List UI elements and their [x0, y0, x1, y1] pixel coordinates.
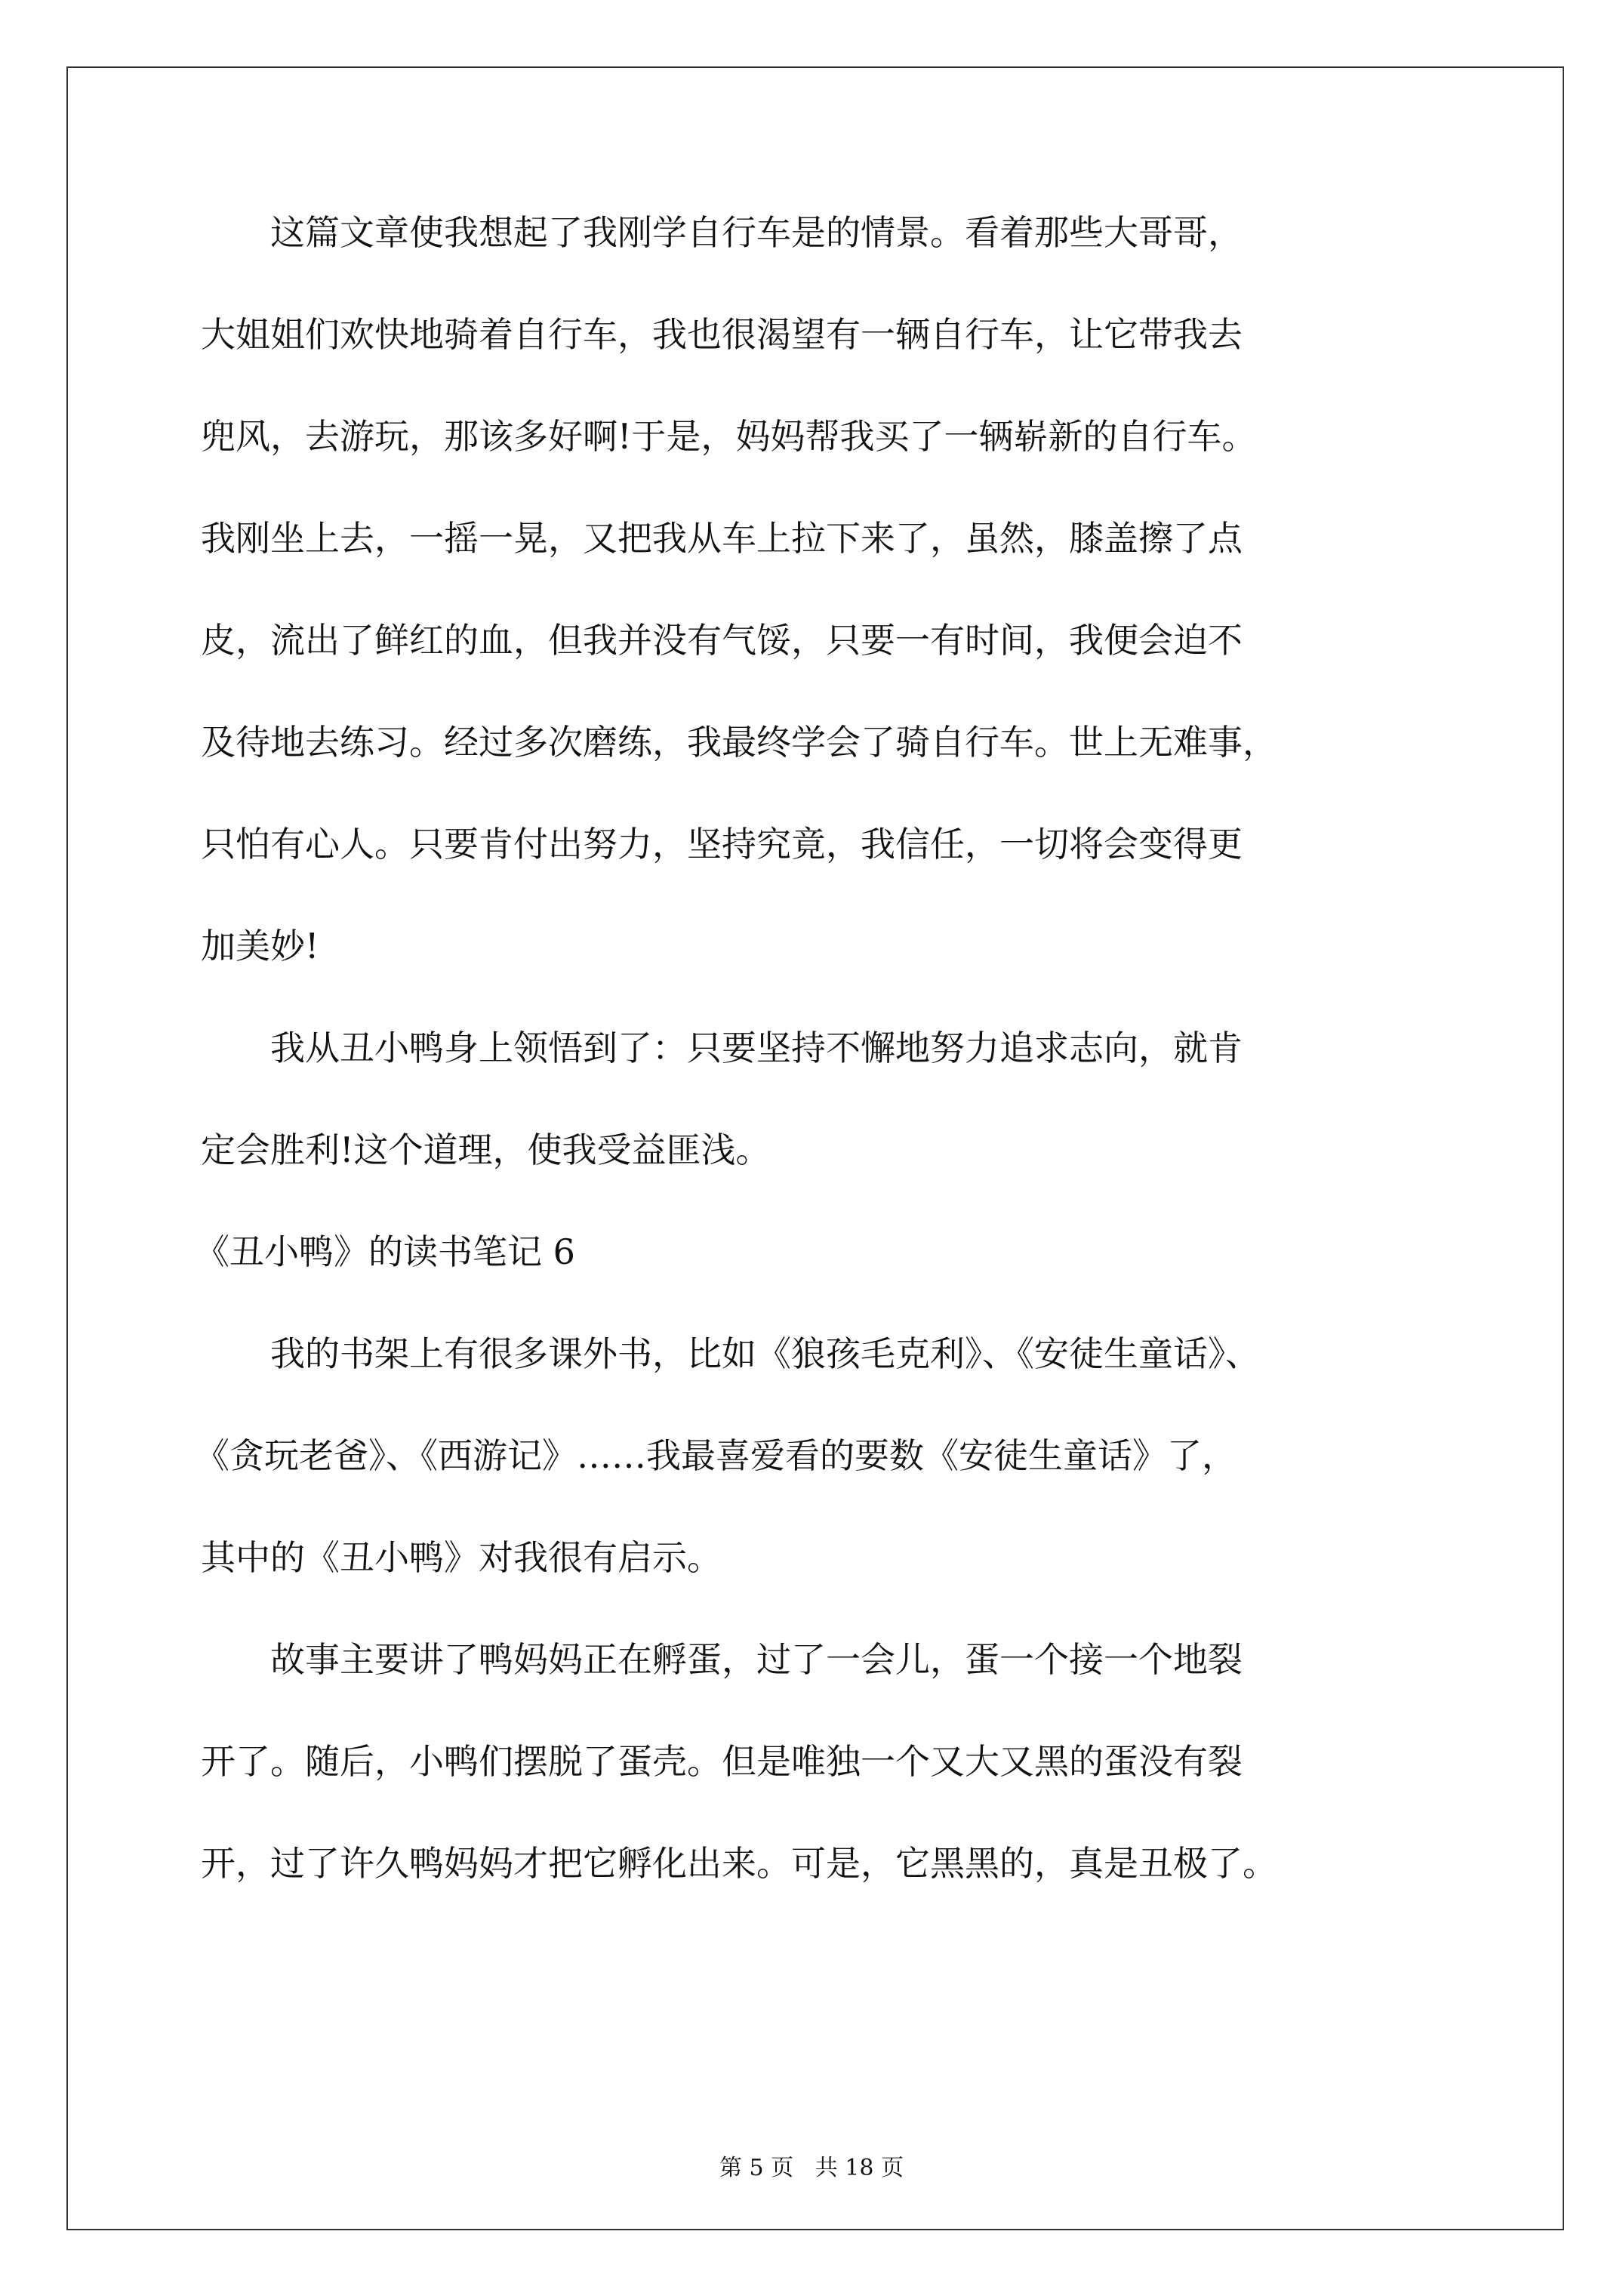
text-line: 兜风，去游玩，那该多好啊!于是，妈妈帮我买了一辆崭新的自行车。 [201, 416, 1257, 457]
text-line: 我从丑小鸭身上领悟到了：只要坚持不懈地努力追求志向，就肯 [201, 1028, 1243, 1068]
text-line: 开，过了许久鸭妈妈才把它孵化出来。可是，它黑黑的，真是丑极了。 [201, 1843, 1277, 1884]
text-line: 只怕有心人。只要肯付出努力，坚持究竟，我信任，一切将会变得更 [201, 824, 1243, 864]
text-line: 大姐姐们欢快地骑着自行车，我也很渴望有一辆自行车，让它带我去 [201, 314, 1243, 355]
section-heading: 《丑小鸭》的读书笔记 6 [195, 1231, 575, 1272]
text-line: 皮，流出了鲜红的血，但我并没有气馁，只要一有时间，我便会迫不 [201, 620, 1243, 661]
text-line: 我的书架上有很多课外书，比如《狼孩毛克利》、《安徒生童话》、 [201, 1333, 1260, 1374]
text-line: 故事主要讲了鸭妈妈正在孵蛋，过了一会儿，蛋一个接一个地裂 [201, 1639, 1243, 1680]
text-line: 这篇文章使我想起了我刚学自行车是的情景。看着那些大哥哥， [201, 212, 1243, 253]
text-line: 我刚坐上去，一摇一晃，又把我从车上拉下来了，虽然，膝盖擦了点 [201, 518, 1243, 559]
text-line: 加美妙! [201, 926, 319, 966]
text-line: 开了。随后，小鸭们摆脱了蛋壳。但是唯独一个又大又黑的蛋没有裂 [201, 1741, 1243, 1782]
text-line: 《贪玩老爸》、《西游记》……我最喜爱看的要数《安徒生童话》了， [195, 1435, 1236, 1476]
page-footer: 第 5 页 共 18 页 [719, 2155, 904, 2181]
text-line: 及待地去练习。经过多次磨练，我最终学会了骑自行车。世上无难事， [201, 722, 1277, 763]
document-body [195, 212, 1484, 1884]
text-line: 定会胜利!这个道理，使我受益匪浅。 [201, 1130, 771, 1170]
text-line: 其中的《丑小鸭》对我很有启示。 [201, 1537, 722, 1578]
